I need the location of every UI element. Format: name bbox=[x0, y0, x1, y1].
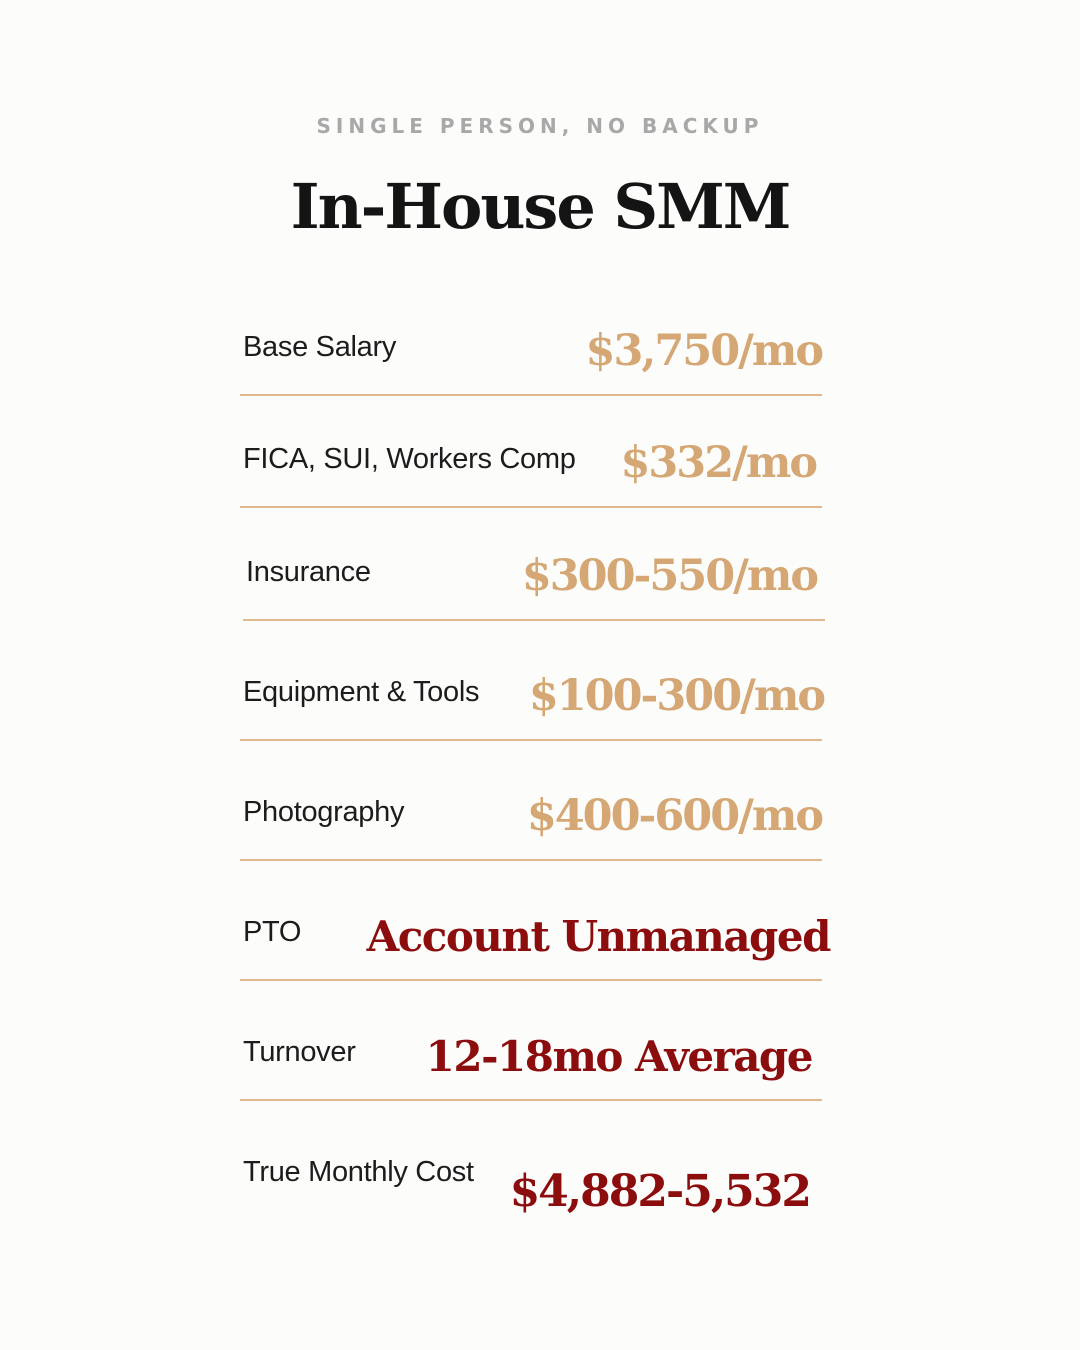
row-photography bbox=[240, 791, 822, 861]
eyebrow-text: SINGLE PERSON, NO BACKUP bbox=[316, 114, 764, 138]
row-value: 12-18mo Average bbox=[425, 1032, 812, 1081]
row-value: $100-300/mo bbox=[528, 671, 824, 721]
row-label: Equipment & Tools bbox=[243, 676, 480, 708]
row-label: Insurance bbox=[246, 556, 371, 588]
row-pto bbox=[240, 912, 830, 981]
row-turnover bbox=[240, 1032, 822, 1101]
row-label: True Monthly Cost bbox=[243, 1156, 474, 1188]
row-fica-sui-workers-comp bbox=[240, 438, 822, 508]
row-value: $300-550/mo bbox=[521, 551, 817, 601]
page-title: In-House SMM bbox=[290, 170, 790, 243]
row-label: Photography bbox=[243, 796, 405, 828]
row-value: $332/mo bbox=[620, 438, 816, 488]
row-label: FICA, SUI, Workers Comp bbox=[243, 443, 576, 475]
row-base-salary bbox=[240, 326, 822, 396]
row-value: Account Unmanaged bbox=[366, 912, 830, 961]
row-label: Turnover bbox=[243, 1036, 356, 1068]
row-value: $3,750/mo bbox=[585, 326, 822, 376]
row-label: Base Salary bbox=[243, 331, 397, 363]
row-true-monthly-cost bbox=[240, 1156, 822, 1219]
row-label: PTO bbox=[243, 916, 302, 948]
row-equipment-tools bbox=[240, 671, 824, 741]
row-insurance bbox=[243, 551, 825, 621]
row-value: $400-600/mo bbox=[526, 791, 822, 841]
row-value: $4,882-5,532 bbox=[509, 1166, 810, 1217]
